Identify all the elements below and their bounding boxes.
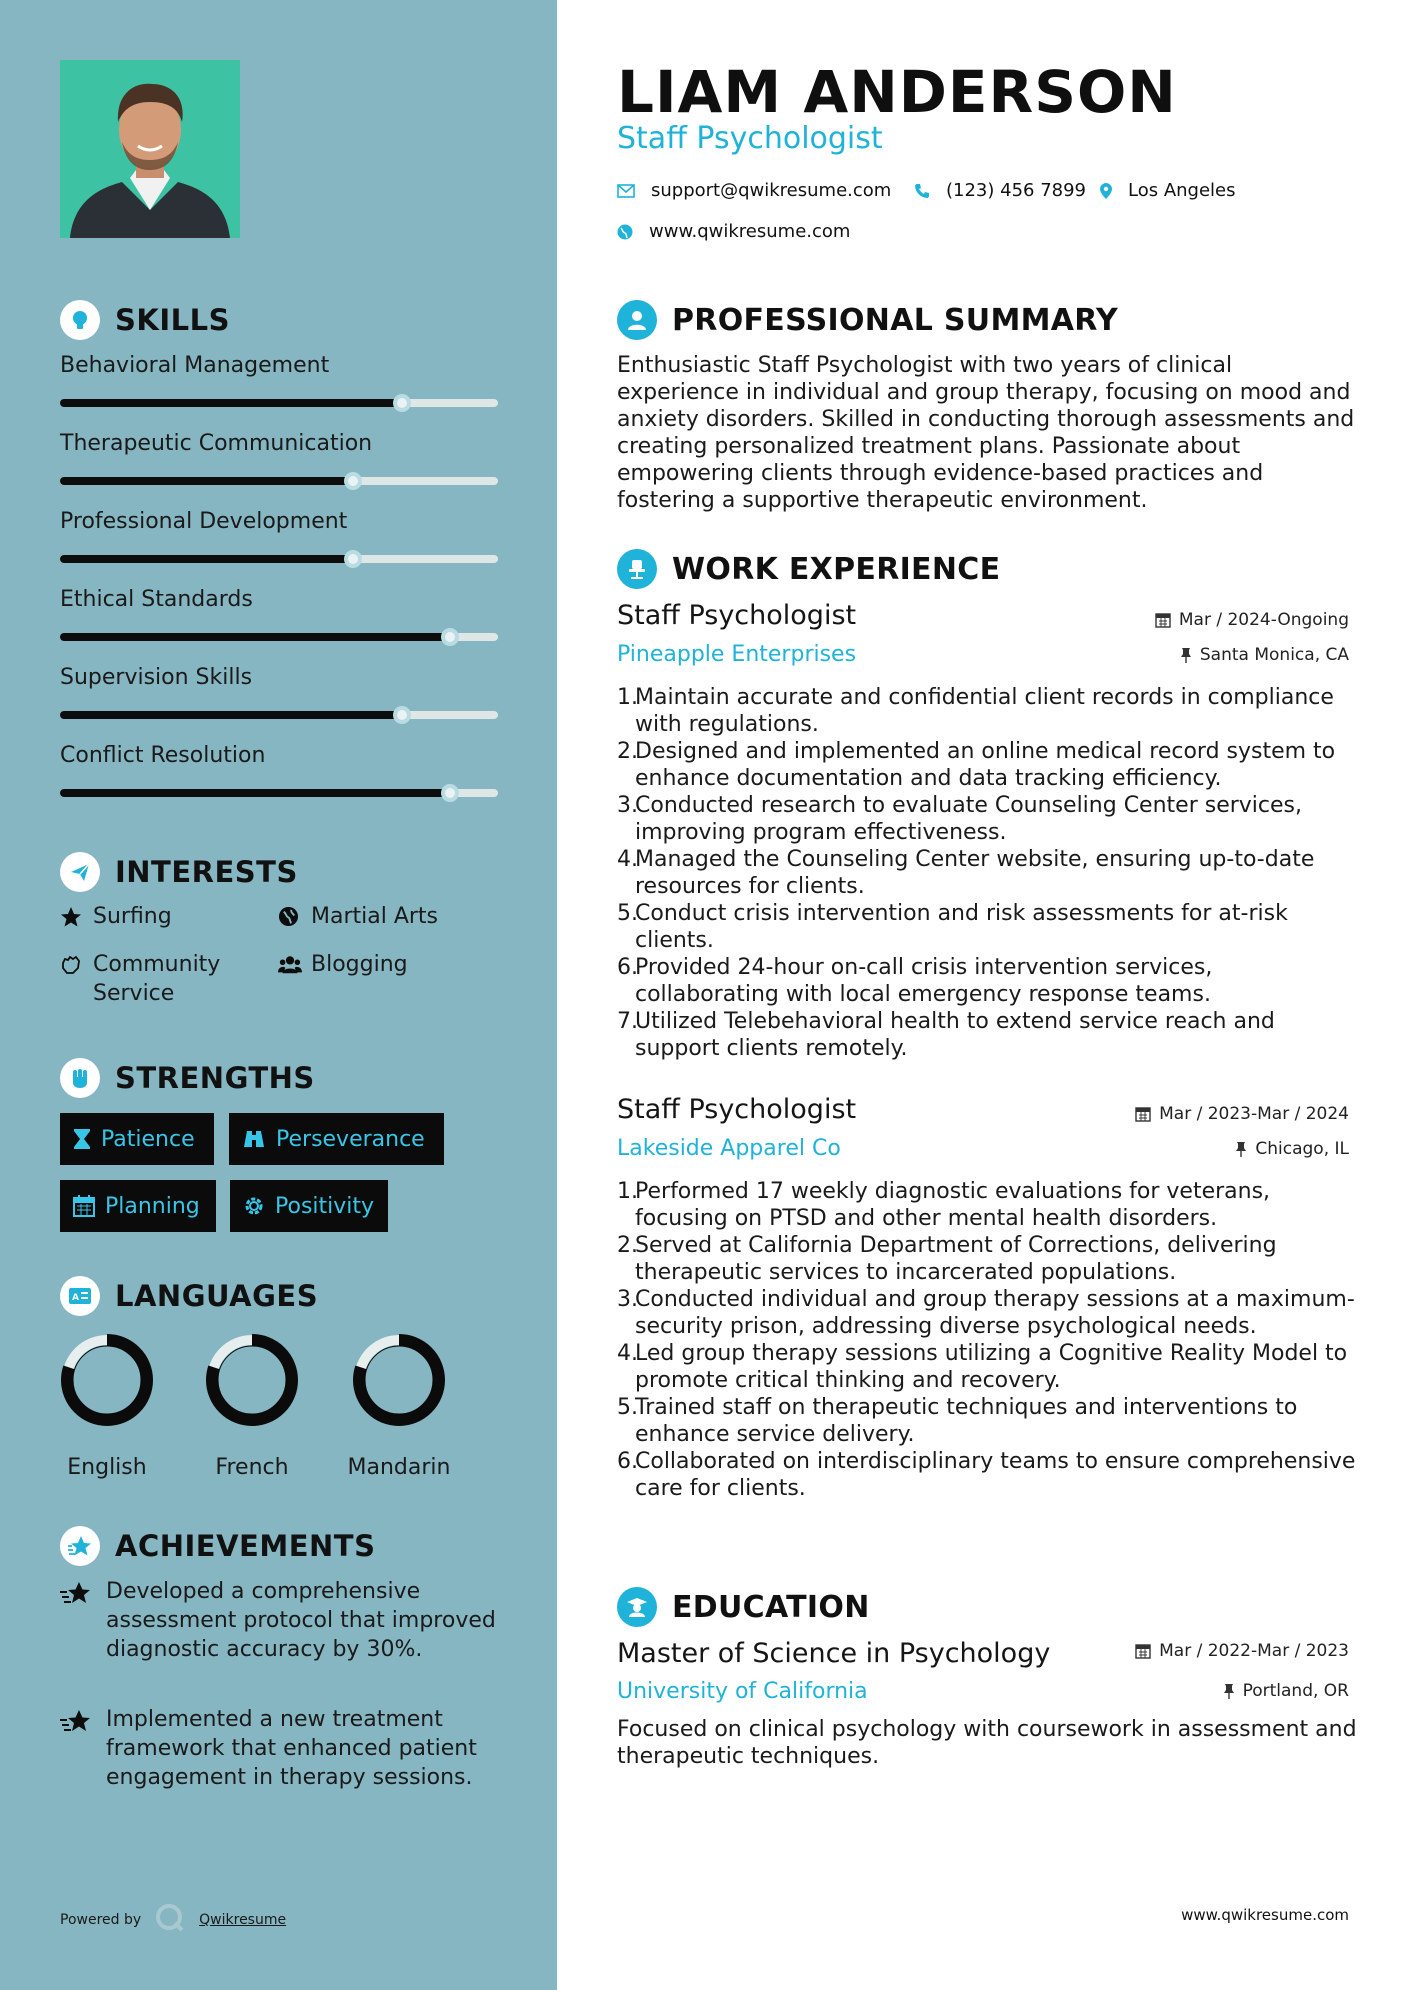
skill-level-knob bbox=[344, 472, 362, 490]
fist-icon bbox=[60, 1058, 100, 1098]
chair-icon bbox=[617, 549, 657, 589]
education-heading: EDUCATION bbox=[617, 1587, 870, 1627]
footer-website[interactable]: www.qwikresume.com bbox=[1181, 1906, 1349, 1924]
experience-heading: WORK EXPERIENCE bbox=[617, 549, 1000, 589]
degree-title: Master of Science in Psychology bbox=[617, 1638, 1051, 1669]
skill-level-fill bbox=[60, 789, 450, 797]
duty-item: 2. Designed and implemented an online medical record system to enhance documentation and data tracking efficiency. bbox=[617, 739, 1336, 791]
duty-item: 6. Provided 24-hour on-call crisis intervention services, collaborating with local emergency response teams. bbox=[617, 955, 1213, 1007]
interest-blogging: Blogging bbox=[278, 950, 408, 979]
binoculars-icon bbox=[242, 1129, 266, 1149]
paper-plane-icon bbox=[60, 852, 100, 892]
skill-level-knob bbox=[441, 628, 459, 646]
contact-phone[interactable]: (123) 456 7899 bbox=[914, 180, 1086, 201]
job-location: Santa Monica, CA bbox=[1180, 645, 1349, 665]
language-item bbox=[192, 1333, 312, 1480]
skill-level-knob bbox=[344, 550, 362, 568]
duty-item: 2. Served at California Department of Corrections, delivering therapeutic services to incarcerated populations. bbox=[617, 1233, 1277, 1285]
contact-location: Los Angeles bbox=[1100, 180, 1236, 201]
contact-email[interactable]: support@qwikresume.com bbox=[617, 180, 891, 201]
candidate-name: LIAM ANDERSON bbox=[617, 58, 1177, 126]
duty-item: 1. Performed 17 weekly diagnostic evaluations for veterans, focusing on PTSD and other mental health disorders. bbox=[617, 1179, 1271, 1231]
skill-level-fill bbox=[60, 555, 353, 563]
skill-label: Ethical Standards bbox=[60, 587, 253, 612]
interests-title: INTERESTS bbox=[115, 855, 298, 889]
skill-level-fill bbox=[60, 711, 402, 719]
language-label: French bbox=[215, 1455, 289, 1480]
interest-surfing: Surfing bbox=[60, 902, 172, 931]
calendar-icon bbox=[1155, 612, 1171, 628]
duty-item: 5. Conduct crisis intervention and risk assessments for at-risk clients. bbox=[617, 901, 1288, 953]
strength-perseverance: Perseverance bbox=[229, 1113, 444, 1165]
interests-heading bbox=[60, 852, 298, 892]
duty-item: 4. Managed the Counseling Center website, ensuring up-to-date resources for clients. bbox=[617, 847, 1315, 899]
achievements-title: ACHIEVEMENTS bbox=[115, 1529, 376, 1563]
globe-icon bbox=[278, 902, 302, 931]
job-dates: Mar / 2024-Ongoing bbox=[1155, 610, 1349, 630]
skill-label: Professional Development bbox=[60, 509, 348, 534]
skill-label: Behavioral Management bbox=[60, 353, 330, 378]
graduate-icon bbox=[617, 1587, 657, 1627]
strength-positivity: Positivity bbox=[230, 1180, 388, 1232]
strength-planning: Planning bbox=[60, 1180, 216, 1232]
profile-photo bbox=[60, 60, 240, 238]
strengths-heading bbox=[60, 1058, 315, 1098]
duty-item: 5. Trained staff on therapeutic techniques and interventions to enhance service delivery. bbox=[617, 1395, 1298, 1447]
globe-icon bbox=[617, 224, 633, 240]
skill-level-bar bbox=[60, 399, 498, 407]
contact-website[interactable]: www.qwikresume.com bbox=[617, 221, 850, 242]
strength-patience: Patience bbox=[60, 1113, 214, 1165]
pushpin-icon bbox=[1180, 647, 1192, 663]
sidebar bbox=[0, 0, 557, 1990]
skill-level-bar bbox=[60, 711, 498, 719]
skills-title: SKILLS bbox=[115, 303, 230, 337]
achievement-item: Implemented a new treatment framework that enhanced patient engagement in therapy sessions. bbox=[60, 1705, 500, 1792]
job-dates: Mar / 2023-Mar / 2024 bbox=[1135, 1104, 1349, 1124]
languages-title: LANGUAGES bbox=[115, 1279, 319, 1313]
skill-label: Therapeutic Communication bbox=[60, 431, 373, 456]
language-label: English bbox=[67, 1455, 147, 1480]
job-company: Lakeside Apparel Co bbox=[617, 1136, 841, 1161]
language-item bbox=[339, 1333, 459, 1480]
pushpin-icon bbox=[1223, 1683, 1235, 1699]
language-label: Mandarin bbox=[347, 1455, 451, 1480]
job-title: Staff Psychologist bbox=[617, 600, 857, 631]
hand-icon bbox=[60, 950, 84, 979]
phone-icon bbox=[914, 183, 930, 199]
svg-text:A: A bbox=[72, 1293, 79, 1303]
qwikresume-logo-icon bbox=[155, 1903, 185, 1937]
job-duties-list bbox=[617, 1178, 1362, 1502]
education-location: Portland, OR bbox=[1223, 1681, 1349, 1701]
summary-heading: PROFESSIONAL SUMMARY bbox=[617, 300, 1118, 340]
star-badge-icon bbox=[60, 1577, 94, 1614]
powered-by: Powered by Qwikresume bbox=[60, 1903, 286, 1937]
star-icon bbox=[60, 902, 84, 931]
calendar-icon bbox=[1135, 1106, 1151, 1122]
achievements-heading bbox=[60, 1526, 375, 1566]
achievement-item: Developed a comprehensive assessment protocol that improved diagnostic accuracy by 30%. bbox=[60, 1577, 500, 1664]
duty-item: 3. Conducted research to evaluate Counseling Center services, improving program effectiveness. bbox=[617, 793, 1302, 845]
education-dates: Mar / 2022-Mar / 2023 bbox=[1135, 1641, 1349, 1661]
calendar-icon bbox=[1135, 1643, 1151, 1659]
language-level-ring bbox=[352, 1333, 446, 1427]
education-text: Focused on clinical psychology with coursework in assessment and therapeutic techniques. bbox=[617, 1717, 1357, 1769]
user-icon bbox=[617, 300, 657, 340]
language-card-icon bbox=[60, 1276, 100, 1316]
skills-heading bbox=[60, 300, 230, 340]
language-item bbox=[47, 1333, 167, 1480]
school-name: University of California bbox=[617, 1679, 868, 1704]
duty-item: 7. Utilized Telebehavioral health to extend service reach and support clients remotely. bbox=[617, 1009, 1275, 1061]
hourglass-icon bbox=[73, 1128, 91, 1150]
summary-text: Enthusiastic Staff Psychologist with two years of clinical experience in individual and group therapy, focusing on mood and anxiety disorders. Skilled in conducting thorough assessments and creating personalized treatment plans. Passionate about empowering clients through evidence-based practices and fostering a supportive therapeutic environment. bbox=[617, 353, 1355, 513]
job-duties-list bbox=[617, 684, 1362, 1062]
job-title: Staff Psychologist bbox=[617, 1094, 857, 1125]
languages-heading bbox=[60, 1276, 318, 1316]
star-badge-icon bbox=[60, 1526, 100, 1566]
duty-item: 3. Conducted individual and group therapy sessions at a maximum-security prison, addressing diverse psychological needs. bbox=[617, 1287, 1355, 1339]
interest-community-service: Community Service bbox=[60, 950, 260, 1008]
skill-level-bar bbox=[60, 477, 498, 485]
skill-level-knob bbox=[441, 784, 459, 802]
skill-level-knob bbox=[393, 394, 411, 412]
calendar-icon bbox=[73, 1195, 95, 1217]
duty-item: 4. Led group therapy sessions utilizing a Cognitive Reality Model to promote critical thinking and recovery. bbox=[617, 1341, 1348, 1393]
gear-icon bbox=[243, 1195, 265, 1217]
skill-label: Conflict Resolution bbox=[60, 743, 266, 768]
star-badge-icon bbox=[60, 1705, 94, 1742]
skill-level-bar bbox=[60, 555, 498, 563]
envelope-icon bbox=[617, 184, 635, 198]
map-pin-icon bbox=[1100, 183, 1112, 199]
skill-level-bar bbox=[60, 633, 498, 641]
skill-level-bar bbox=[60, 789, 498, 797]
pushpin-icon bbox=[1235, 1141, 1247, 1157]
language-level-ring bbox=[60, 1333, 154, 1427]
interest-martial-arts: Martial Arts bbox=[278, 902, 438, 931]
strengths-title: STRENGTHS bbox=[115, 1061, 315, 1095]
language-level-ring bbox=[205, 1333, 299, 1427]
skill-level-knob bbox=[393, 706, 411, 724]
skill-level-fill bbox=[60, 633, 450, 641]
skill-level-fill bbox=[60, 399, 402, 407]
qwikresume-link[interactable]: Qwikresume bbox=[199, 1912, 287, 1928]
duty-item: 1. Maintain accurate and confidential client records in compliance with regulations. bbox=[617, 685, 1334, 737]
skill-label: Supervision Skills bbox=[60, 665, 253, 690]
candidate-role: Staff Psychologist bbox=[617, 121, 883, 156]
job-company: Pineapple Enterprises bbox=[617, 642, 857, 667]
duty-item: 6. Collaborated on interdisciplinary teams to ensure comprehensive care for clients. bbox=[617, 1449, 1356, 1501]
skill-level-fill bbox=[60, 477, 353, 485]
users-icon bbox=[278, 950, 302, 979]
lightbulb-icon bbox=[60, 300, 100, 340]
job-location: Chicago, IL bbox=[1235, 1139, 1349, 1159]
